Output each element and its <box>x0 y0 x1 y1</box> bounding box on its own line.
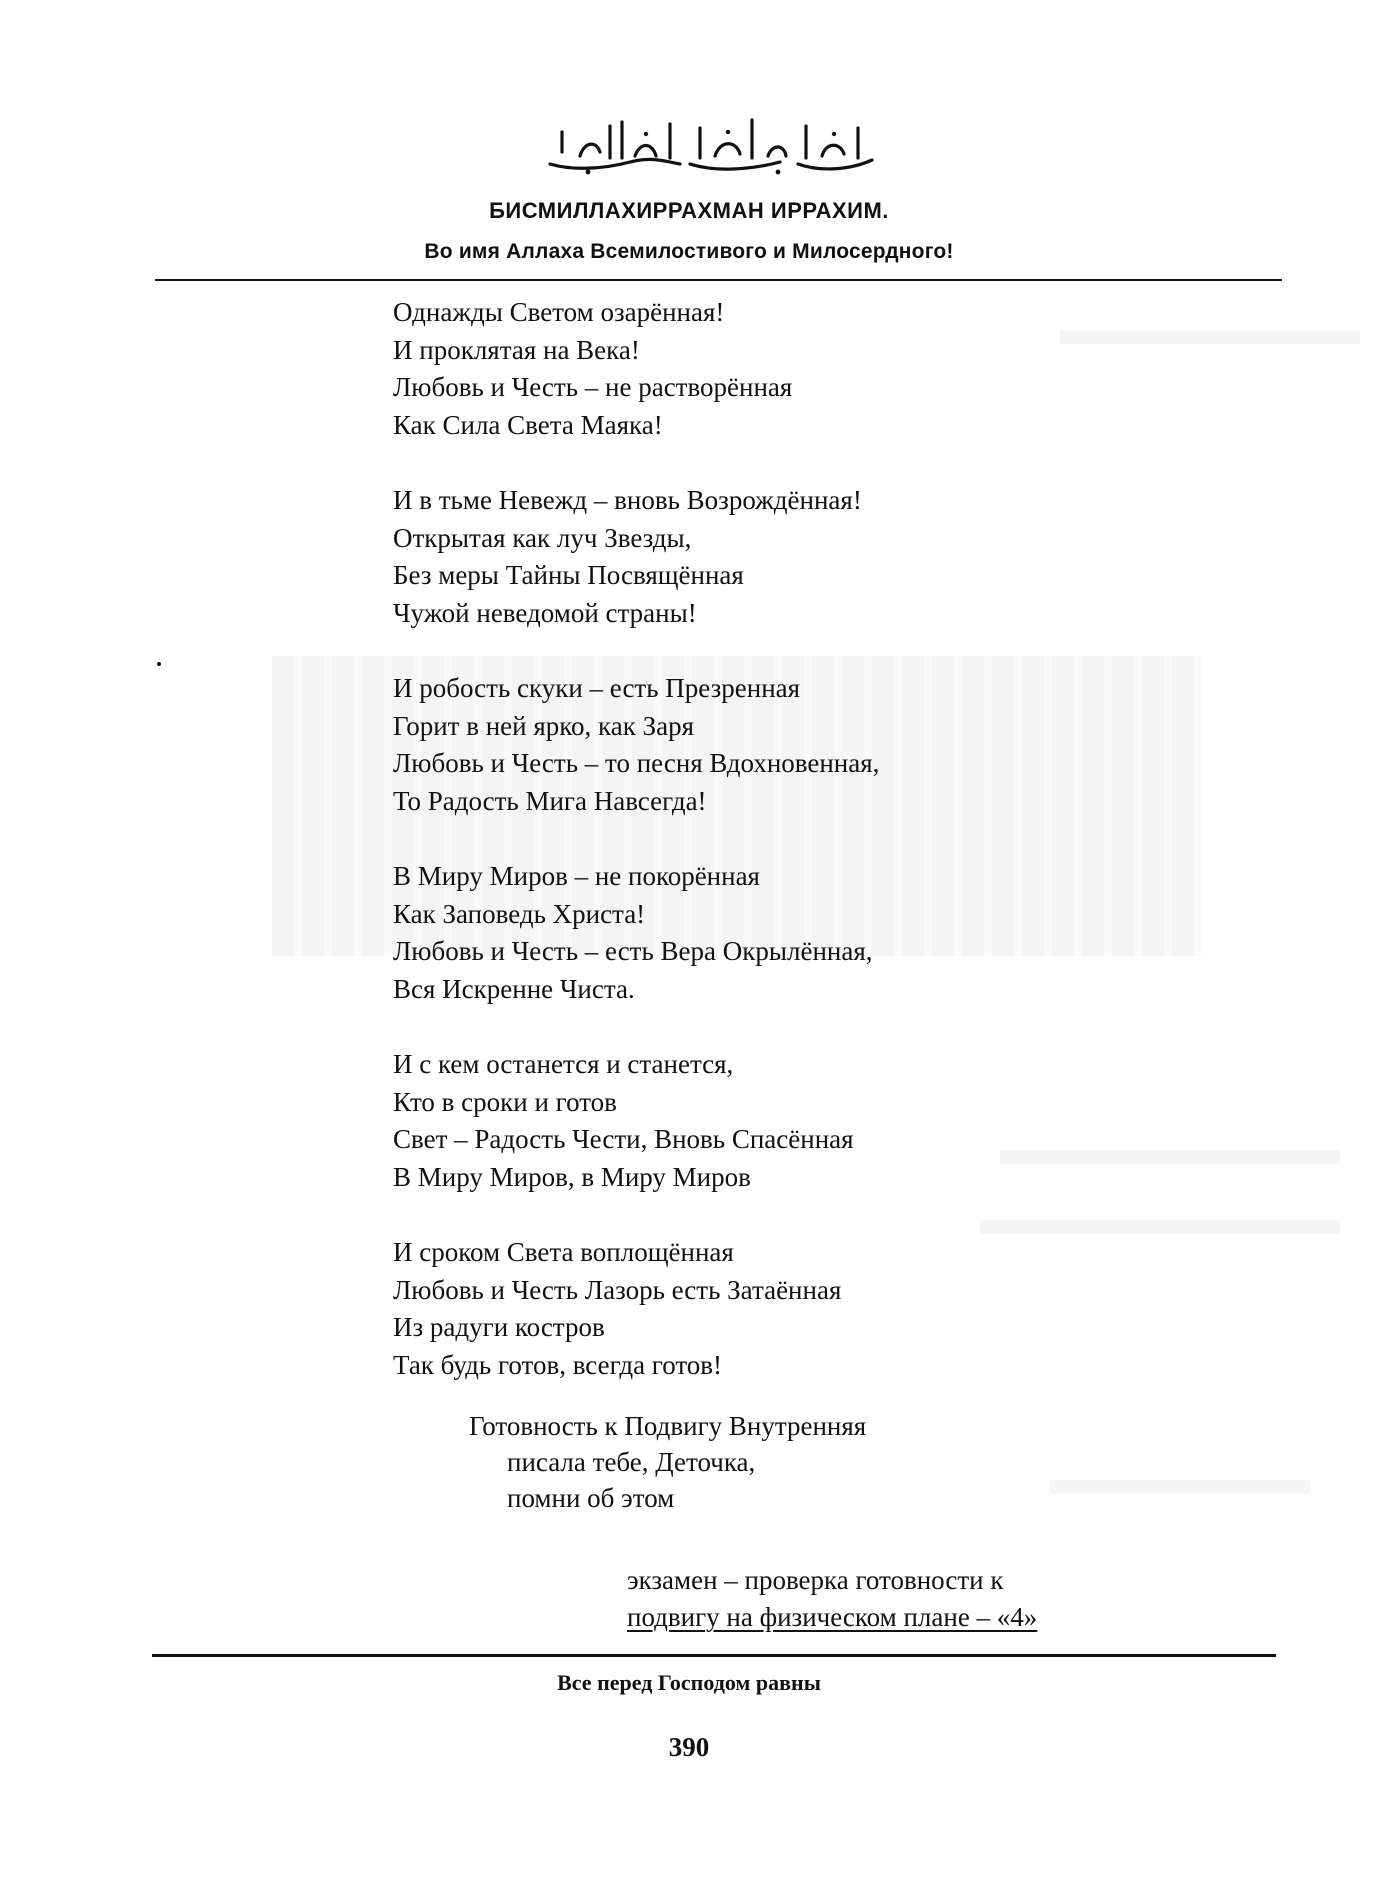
poem-line: Без меры Тайны Посвящённая <box>393 560 744 590</box>
poem-line: Чужой неведомой страны! <box>393 597 697 628</box>
ink-speck <box>157 662 161 666</box>
poem <box>393 294 1193 1422</box>
footer-rule <box>152 1654 1276 1657</box>
poem-line: Открытая как луч Звезды, <box>393 522 692 553</box>
poem-line: Как Заповедь Христа! <box>393 898 646 929</box>
header-rule <box>155 279 1282 281</box>
page-number: 390 <box>668 1732 710 1762</box>
stanza <box>393 670 1193 820</box>
poem-line: То Радость Мига Навсегда! <box>393 785 707 816</box>
poem-line: Любовь и Честь – есть Вера Окрылённая, <box>393 936 873 966</box>
poem-line: И в тьме Невежд – вновь Возрождённая! <box>393 485 862 515</box>
signature-block <box>469 1408 1169 1516</box>
stanza <box>393 858 1193 1008</box>
header-subtitle: Во имя Аллаха Всемилостивого и Милосердного! <box>424 240 954 263</box>
stanza <box>393 1234 1193 1384</box>
exam-note <box>627 1562 1247 1636</box>
exam-note-grade: подвигу на физическом плане – «4» <box>627 1602 1038 1632</box>
poem-line: Горит в ней ярко, как Заря <box>393 710 695 741</box>
running-footer: Все перед Господом равны <box>557 1670 821 1695</box>
poem-line: Как Сила Света Маяка! <box>393 409 663 440</box>
header-title: БИСМИЛЛАХИРРАХМАН ИРРАХИМ. <box>489 198 889 223</box>
signature-line: писала тебе, Деточка, <box>507 1447 756 1477</box>
poem-line: Любовь и Честь – не растворённая <box>393 372 793 402</box>
stanza <box>393 1046 1193 1196</box>
poem-line: И с кем останется и станется, <box>393 1049 734 1079</box>
poem-line: Любовь и Честь Лазорь есть Затаённая <box>393 1274 842 1305</box>
poem-line: В Миру Миров – не покорённая <box>393 861 760 891</box>
signature-line: помни об этом <box>507 1483 675 1513</box>
poem-line: Из радуги костров <box>393 1312 605 1342</box>
signature-line: Готовность к Подвигу Внутренняя <box>469 1411 867 1441</box>
poem-line: В Миру Миров, в Миру Миров <box>393 1161 751 1192</box>
stanza <box>393 294 1193 444</box>
poem-line: Так будь готов, всегда готов! <box>393 1349 723 1380</box>
poem-line: Любовь и Честь – то песня Вдохновенная, <box>393 748 880 778</box>
bismillah-calligraphy <box>540 112 880 178</box>
poem-line: Однажды Светом озарённая! <box>393 297 725 327</box>
exam-note-line: экзамен – проверка готовности к <box>627 1565 1004 1595</box>
poem-line: Кто в сроки и готов <box>393 1086 617 1117</box>
stanza <box>393 482 1193 632</box>
poem-line: Свет – Радость Чести, Вновь Спасённая <box>393 1124 854 1154</box>
poem-line: Вся Искренне Чиста. <box>393 973 635 1004</box>
poem-line: И робость скуки – есть Презренная <box>393 673 801 703</box>
poem-line: И сроком Света воплощённая <box>393 1237 734 1267</box>
poem-line: И проклятая на Века! <box>393 334 640 365</box>
